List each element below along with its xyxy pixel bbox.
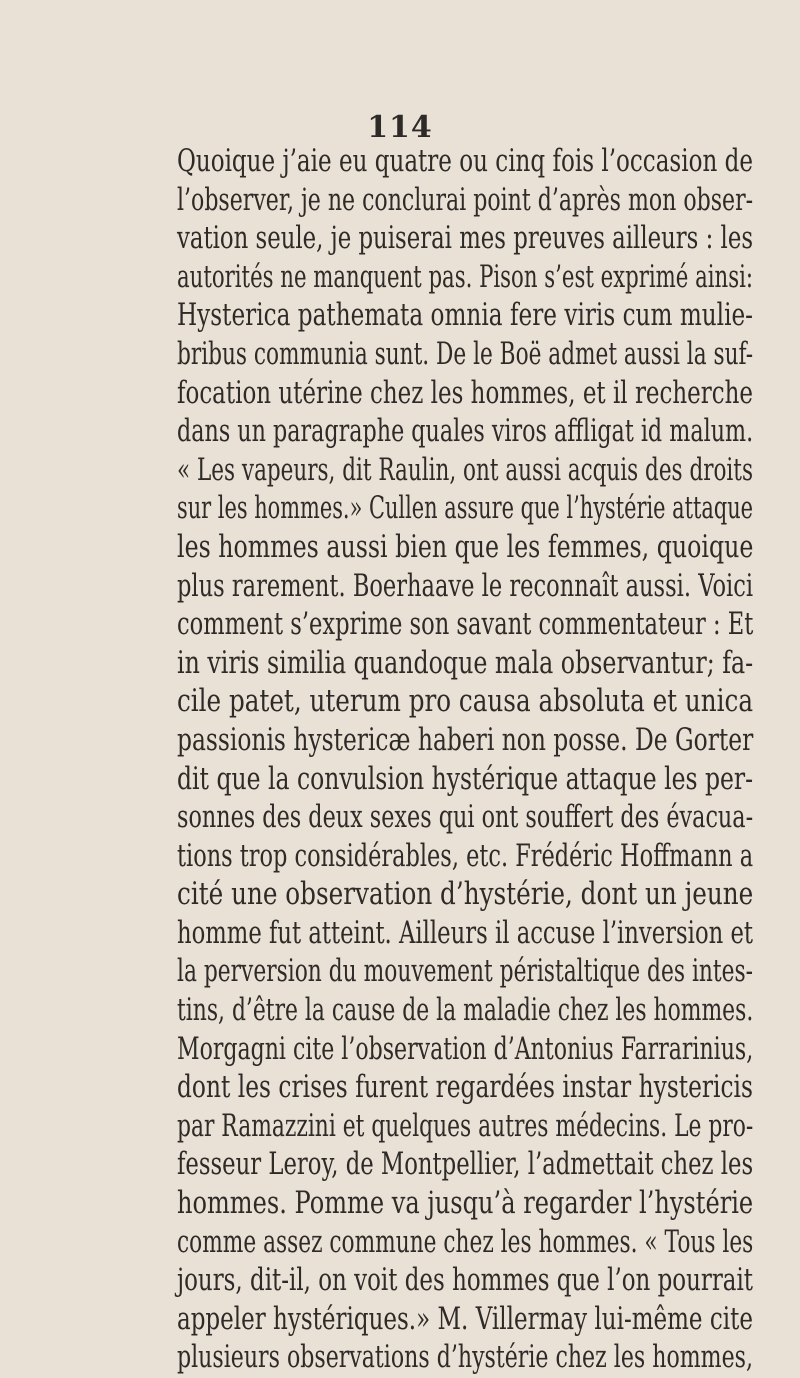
- text-line: jours, dit-il, on voit des hommes que l’on pourrait: [177, 1263, 754, 1299]
- text-line: in viris similia quandoque mala observantur; fa-: [177, 645, 754, 681]
- text-line: Morgagni cite l’observation d’Antonius Farrarinius,: [177, 1031, 754, 1067]
- text-line: homme fut atteint. Ailleurs il accuse l’inversion et: [177, 915, 754, 951]
- text-line: dans un paragraphe quales viros affligat id malum.: [177, 414, 754, 450]
- text-line: bribus communia sunt. De le Boë admet aussi la suf-: [177, 336, 754, 372]
- text-line: appeler hystériques.» M. Villermay lui-même cite: [177, 1301, 753, 1337]
- text-line: cile patet, uterum pro causa absoluta et unica: [177, 684, 754, 720]
- text-line: par Ramazzini et quelques autres médecins. Le pro-: [177, 1108, 754, 1144]
- text-line: focation utérine chez les hommes, et il recherche: [177, 375, 753, 411]
- text-line: comment s’exprime son savant commentateur : Et: [177, 607, 754, 643]
- text-line: plus rarement. Boerhaave le reconnaît aussi. Voici: [177, 568, 754, 604]
- text-line: sonnes des deux sexes qui ont souffert des évacua-: [177, 800, 754, 836]
- text-line: comme assez commune chez les hommes. « Tous les: [177, 1224, 754, 1260]
- text-line: tins, d’être la cause de la maladie chez les hommes.: [177, 993, 754, 1029]
- text-line: dont les crises furent regardées instar hystericis: [177, 1070, 753, 1106]
- text-line: l’observer, je ne conclurai point d’après mon obser-: [177, 182, 754, 218]
- text-line: « Les vapeurs, dit Raulin, ont aussi acquis des droits: [177, 452, 753, 488]
- text-line: plusieurs observations d’hystérie chez les hommes,: [177, 1340, 753, 1376]
- text-line: la perversion du mouvement péristaltique des intes-: [177, 954, 754, 990]
- text-line: fesseur Leroy, de Montpellier, l’admettait chez les: [177, 1147, 754, 1183]
- text-line: passionis hystericæ haberi non posse. De Gorter: [177, 722, 754, 758]
- text-line: Hysterica pathemata omnia fere viris cum mulie-: [177, 298, 754, 334]
- body-text: [177, 143, 753, 1378]
- text-line: Quoique j’aie eu quatre ou cinq fois l’occasion de: [177, 144, 753, 179]
- text-line: hommes. Pomme va jusqu’à regarder l’hystérie: [177, 1186, 754, 1222]
- text-line: cité une observation d’hystérie, dont un jeune: [177, 877, 754, 913]
- text-line: dit que la convulsion hystérique attaque les per-: [177, 761, 754, 797]
- text-line: les hommes aussi bien que les femmes, quoique: [177, 529, 754, 565]
- text-line: vation seule, je puiserai mes preuves ailleurs : les: [177, 221, 754, 257]
- page-number: 114: [367, 110, 433, 145]
- text-line: sur les hommes.» Cullen assure que l’hystérie attaque: [177, 491, 754, 527]
- text-line: tions trop considérables, etc. Frédéric Hoffmann a: [177, 838, 754, 874]
- text-line: autorités ne manquent pas. Pison s’est exprimé ainsi:: [177, 259, 754, 295]
